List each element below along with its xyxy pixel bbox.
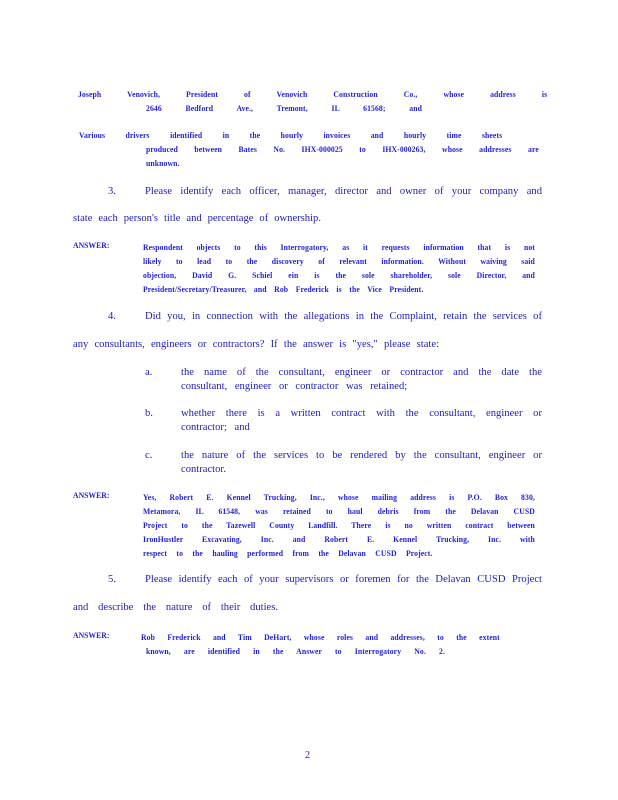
answer-label-4: ANSWER: — [73, 491, 110, 500]
entry-various — [79, 129, 502, 143]
q4-line2: any consultants, engineers or contractors? If the answer is "yes," please state: — [73, 339, 439, 350]
q4-item-b-letter: b. — [145, 408, 153, 419]
q5-line1: Please identify each of your supervisors or foremen for the Delavan CUSD Project — [145, 574, 542, 585]
a3-line4: President/Secretary/Treasurer, and Rob Frederick is the Vice President. — [143, 285, 424, 294]
page-number: 2 — [305, 750, 310, 761]
a3-line2: likely to lead to the discovery of relevant information. Without waiving said — [143, 257, 535, 266]
q4-item-a-line1: the name of the consultant, engineer or contractor and the date the — [181, 367, 542, 378]
q4-number: 4. — [108, 311, 116, 322]
a4-line2: Metamora, IL 61548, was retained to haul debris from the Delavan CUSD — [143, 507, 535, 516]
q4-item-a-letter: a. — [145, 367, 153, 378]
a4-line4: IronHustler Excavating, Inc. and Robert E. Kennel Trucking, Inc. with — [143, 535, 535, 544]
q4-item-c-line2: contractor. — [181, 464, 227, 475]
a5-line1: Rob Frederick and Tim DeHart, whose roles and addresses, to the extent — [141, 633, 500, 642]
a3-line1: Respondent objects to this Interrogatory, as it requests information that is not — [143, 243, 535, 252]
q5-number: 5. — [108, 574, 116, 585]
entry-various-line3: unknown. — [146, 159, 180, 168]
answer-5-cont — [146, 645, 445, 659]
q3-number: 3. — [108, 186, 116, 197]
answer-5 — [141, 631, 500, 645]
answer-4 — [143, 491, 535, 561]
q4-item-c-line1: the nature of the services to be rendered by the consultant, engineer or — [181, 450, 542, 461]
q4-item-b-line1: whether there is a written contract with the consultant, engineer or — [181, 408, 542, 419]
answer-label-3: ANSWER: — [73, 241, 110, 250]
q3-line2: state each person's title and percentage of ownership. — [73, 213, 321, 224]
answer-3 — [143, 241, 535, 297]
entry-joseph-cont — [146, 102, 422, 116]
q4-item-c-letter: c. — [145, 450, 153, 461]
a3-line3: objection, David G. Schiel ein is the sole shareholder, sole Director, and — [143, 271, 535, 280]
entry-joseph — [78, 88, 547, 102]
q4-item-a-line2: consultant, engineer or contractor was retained; — [181, 381, 408, 392]
q4-item-b-line2: contractor; and — [181, 422, 250, 433]
a4-line5: respect to the hauling performed from the Delavan CUSD Project. — [143, 549, 433, 558]
q4-line1: Did you, in connection with the allegations in the Complaint, retain the services of — [145, 311, 542, 322]
a5-line2: known, are identified in the Answer to Interrogatory No. 2. — [146, 647, 445, 656]
entry-various-line1: Various drivers identified in the hourly invoices and hourly time sheets — [79, 131, 503, 140]
a4-line3: Project to the Tazewell County Landfill. There is no written contract between — [143, 521, 535, 530]
entry-joseph-line2: 2646 Bedford Ave., Tremont, IL 61568; and — [146, 104, 422, 113]
q5-line2: and describe the nature of their duties. — [73, 602, 278, 613]
q3-line1: Please identify each officer, manager, director and owner of your company and — [145, 186, 542, 197]
answer-label-5: ANSWER: — [73, 631, 110, 640]
a4-line1: Yes, Robert E. Kennel Trucking, Inc., whose mailing address is P.O. Box 830, — [143, 493, 535, 502]
entry-joseph-line1: Joseph Venovich, President of Venovich Construction Co., whose address is — [78, 90, 548, 99]
entry-various-cont — [146, 143, 539, 171]
entry-various-line2: produced between Bates No. IHX-000025 to IHX-000263, whose addresses are — [146, 145, 539, 154]
